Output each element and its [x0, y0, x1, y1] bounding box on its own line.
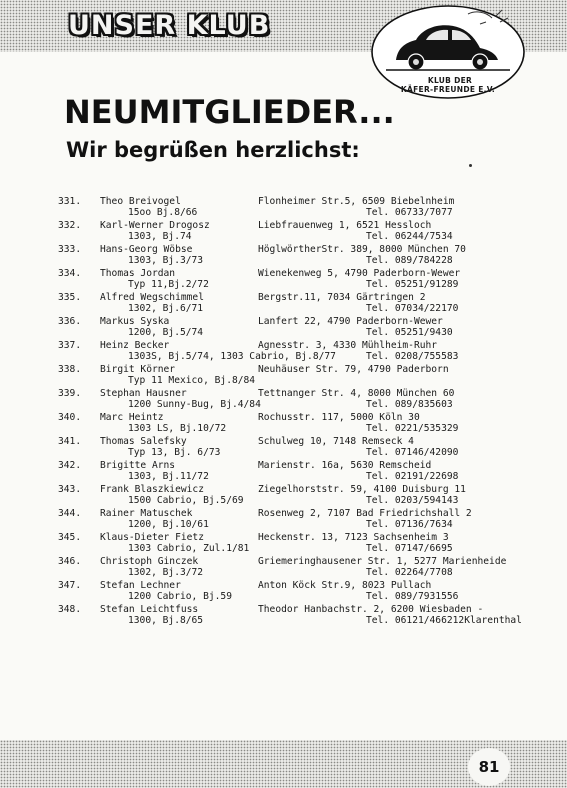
- member-address: Lanfert 22, 4790 Paderborn-Wewer: [258, 316, 443, 327]
- print-speck: [469, 164, 472, 167]
- section-title: UNSER KLUB: [68, 10, 271, 41]
- member-name: Hans-Georg Wöbse: [100, 244, 193, 255]
- member-number: 342.: [58, 460, 82, 471]
- list-item: [58, 340, 558, 364]
- member-address: Wienekenweg 5, 4790 Paderborn-Wewer: [258, 268, 461, 279]
- member-phone: Tel. 06733/7077: [366, 207, 453, 218]
- list-item: [58, 508, 558, 532]
- member-name: Frank Blaszkiewicz: [100, 484, 204, 495]
- list-item: [58, 412, 558, 436]
- member-name: Brigitte Arns: [100, 460, 176, 471]
- member-phone: Tel. 05251/91289: [366, 279, 459, 290]
- page-badge: [468, 748, 510, 786]
- list-item: [58, 268, 558, 292]
- club-logo: [368, 2, 528, 102]
- member-number: 331.: [58, 196, 82, 207]
- member-address: Tettnanger Str. 4, 8000 München 60: [258, 388, 455, 399]
- member-address: Ziegelhorststr. 59, 4100 Duisburg 11: [258, 484, 466, 495]
- member-phone: Tel. 02191/22698: [366, 471, 459, 482]
- member-address: Flonheimer Str.5, 6509 Biebelnheim: [258, 196, 455, 207]
- list-item: [58, 364, 558, 388]
- list-item: [58, 556, 558, 580]
- member-name: Heinz Becker: [100, 340, 170, 351]
- member-address: Heckenstr. 13, 7123 Sachsenheim 3: [258, 532, 449, 543]
- member-address: Marienstr. 16a, 5630 Remscheid: [258, 460, 432, 471]
- member-name: Stefan Leichtfuss: [100, 604, 199, 615]
- member-car: 1500 Cabrio, Bj.5/69: [128, 495, 244, 506]
- member-phone: Tel. 07034/22170: [366, 303, 459, 314]
- member-car: 1200 Cabrio, Bj.59: [128, 591, 232, 602]
- member-phone: Tel. 07146/42090: [366, 447, 459, 458]
- member-list: [58, 196, 558, 628]
- member-number: 341.: [58, 436, 82, 447]
- member-name: Karl-Werner Drogosz: [100, 220, 210, 231]
- member-number: 334.: [58, 268, 82, 279]
- member-name: Thomas Salefsky: [100, 436, 187, 447]
- member-phone: Tel. 02264/7708: [366, 567, 453, 578]
- list-item: [58, 436, 558, 460]
- member-address: HöglwörtherStr. 389, 8000 München 70: [258, 244, 466, 255]
- logo-text-line2: KÄFER-FREUNDE E.V.: [400, 85, 496, 94]
- member-number: 340.: [58, 412, 82, 423]
- list-item: [58, 532, 558, 556]
- member-car: 1302, Bj.3/72: [128, 567, 204, 578]
- member-car: 1303 LS, Bj.10/72: [128, 423, 227, 434]
- member-phone: Tel. 089/7931556: [366, 591, 459, 602]
- member-address: Bergstr.11, 7034 Gärtringen 2: [258, 292, 426, 303]
- member-address: Theodor Hanbachstr. 2, 6200 Wiesbaden -: [258, 604, 484, 615]
- member-number: 338.: [58, 364, 82, 375]
- member-address: Rochusstr. 117, 5000 Köln 30: [258, 412, 420, 423]
- member-number: 346.: [58, 556, 82, 567]
- member-number: 345.: [58, 532, 82, 543]
- member-name: Stephan Hausner: [100, 388, 187, 399]
- member-name: Christoph Ginczek: [100, 556, 199, 567]
- member-name: Stefan Lechner: [100, 580, 181, 591]
- list-item: [58, 580, 558, 604]
- member-number: 337.: [58, 340, 82, 351]
- member-car: 1200, Bj.5/74: [128, 327, 204, 338]
- member-phone: Tel. 089/835603: [366, 399, 453, 410]
- list-item: [58, 484, 558, 508]
- member-address: Agnesstr. 3, 4330 Mühlheim-Ruhr: [258, 340, 438, 351]
- member-name: Klaus-Dieter Fietz: [100, 532, 204, 543]
- member-name: Markus Syska: [100, 316, 170, 327]
- member-number: 336.: [58, 316, 82, 327]
- member-name: Birgit Körner: [100, 364, 176, 375]
- list-item: [58, 316, 558, 340]
- subheadline: Wir begrüßen herzlichst:: [66, 138, 360, 162]
- member-car: 1303, Bj.3/73: [128, 255, 204, 266]
- member-number: 332.: [58, 220, 82, 231]
- list-item: [58, 244, 558, 268]
- list-item: [58, 220, 558, 244]
- member-car: Typ 13, Bj. 6/73: [128, 447, 221, 458]
- member-name: Theo Breivogel: [100, 196, 181, 207]
- list-item: [58, 604, 558, 628]
- member-name: Rainer Matuschek: [100, 508, 193, 519]
- logo-text-line1: KLUB DER: [427, 76, 473, 85]
- member-name: Marc Heintz: [100, 412, 164, 423]
- member-number: 335.: [58, 292, 82, 303]
- member-number: 343.: [58, 484, 82, 495]
- member-car: 1302, Bj.6/71: [128, 303, 204, 314]
- list-item: [58, 388, 558, 412]
- member-car: 15oo Bj.8/66: [128, 207, 198, 218]
- headline: NEUMITGLIEDER...: [64, 93, 395, 131]
- member-car: 1303S, Bj.5/74, 1303 Cabrio, Bj.8/77: [128, 351, 336, 362]
- list-item: [58, 292, 558, 316]
- member-car: 1300, Bj.8/65: [128, 615, 204, 626]
- member-name: Alfred Wegschimmel: [100, 292, 204, 303]
- member-car: 1303 Cabrio, Zul.1/81: [128, 543, 250, 554]
- member-car: 1200, Bj.10/61: [128, 519, 209, 530]
- member-number: 348.: [58, 604, 82, 615]
- member-number: 344.: [58, 508, 82, 519]
- member-car: Typ 11 Mexico, Bj.8/84: [128, 375, 256, 386]
- member-phone: Tel. 0208/755583: [366, 351, 459, 362]
- member-car: 1303, Bj.74: [128, 231, 192, 242]
- member-phone: Tel. 089/784228: [366, 255, 453, 266]
- member-phone: Tel. 0221/535329: [366, 423, 459, 434]
- member-car: Typ 11,Bj.2/72: [128, 279, 209, 290]
- member-number: 339.: [58, 388, 82, 399]
- member-phone: Tel. 0203/594143: [366, 495, 459, 506]
- member-car: 1200 Sunny-Bug, Bj.4/84: [128, 399, 261, 410]
- member-address: Griemeringhausener Str. 1, 5277 Marienheide: [258, 556, 507, 567]
- member-number: 333.: [58, 244, 82, 255]
- member-name: Thomas Jordan: [100, 268, 176, 279]
- member-address: Rosenweg 2, 7107 Bad Friedrichshall 2: [258, 508, 472, 519]
- member-phone: Tel. 05251/9430: [366, 327, 453, 338]
- member-address: Schulweg 10, 7148 Remseck 4: [258, 436, 414, 447]
- member-phone: Tel. 07136/7634: [366, 519, 453, 530]
- member-phone: Tel. 06244/7534: [366, 231, 453, 242]
- member-phone: Tel. 06121/466212Klarenthal: [366, 615, 522, 626]
- list-item: [58, 196, 558, 220]
- member-phone: Tel. 07147/6695: [366, 543, 453, 554]
- member-number: 347.: [58, 580, 82, 591]
- member-address: Anton Köck Str.9, 8023 Pullach: [258, 580, 432, 591]
- member-address: Neuhäuser Str. 79, 4790 Paderborn: [258, 364, 449, 375]
- list-item: [58, 460, 558, 484]
- member-car: 1303, Bj.11/72: [128, 471, 209, 482]
- member-address: Liebfrauenweg 1, 6521 Hessloch: [258, 220, 432, 231]
- page-number: 81: [478, 758, 500, 776]
